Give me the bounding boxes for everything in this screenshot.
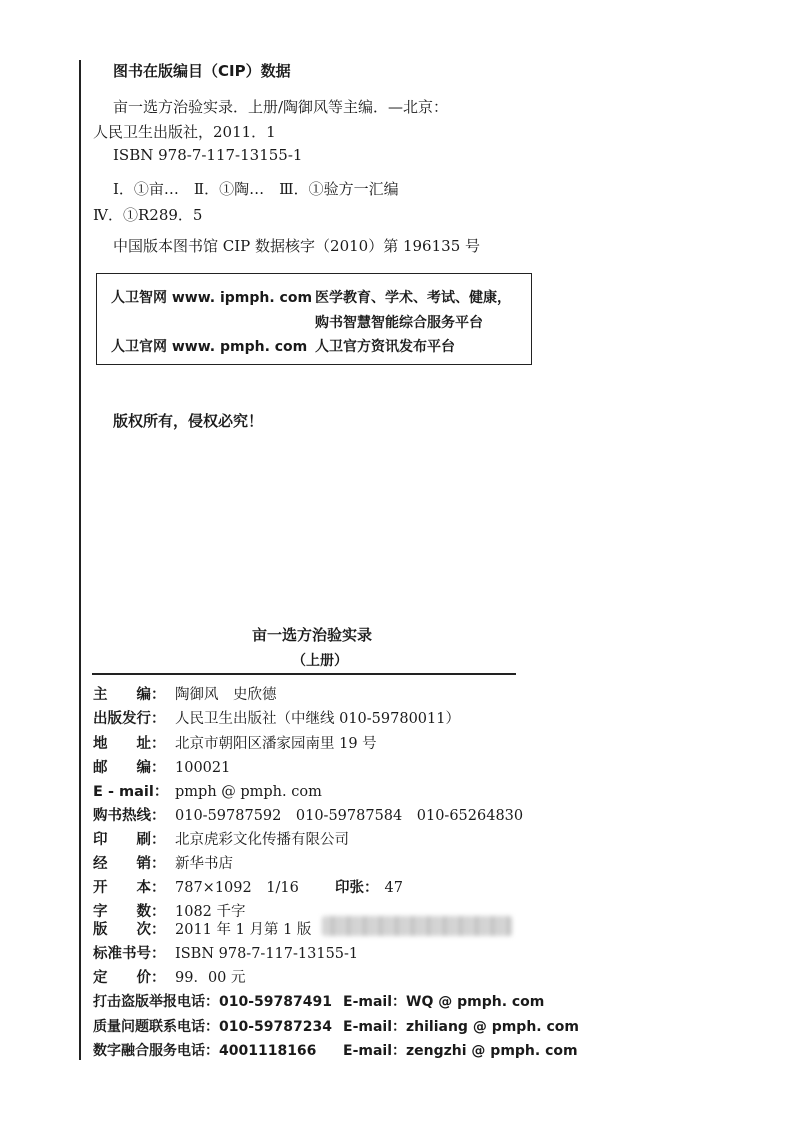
- detail-label: E - mail：: [93, 784, 169, 800]
- detail-value: 北京市朝阳区潘家园南里 19 号: [175, 736, 377, 752]
- detail-label: 购书热线：: [93, 808, 166, 824]
- left-margin-rule: [79, 60, 81, 1060]
- ipmph-description-1: 医学教育、学术、考试、健康，: [315, 290, 511, 306]
- detail-label: 经 销：: [93, 856, 166, 872]
- detail-label: 出版发行：: [93, 711, 166, 727]
- book-title: 亩一选方治验实录: [252, 626, 373, 644]
- detail-label: 邮 编：: [93, 760, 166, 776]
- pmph-description: 人卫官方资讯发布平台: [315, 339, 455, 355]
- detail-row-email: [93, 780, 322, 801]
- detail-value: 1082 千字: [175, 904, 246, 920]
- detail-label: 开 本：: [93, 880, 166, 896]
- ipmph-description-2: 购书智慧智能综合服务平台: [315, 315, 483, 331]
- title-divider: [92, 673, 516, 675]
- detail-value: 2011 年 1 月第 1 版: [175, 922, 312, 938]
- cip-line-1: 亩一选方治验实录．上册/陶御风等主编．—北京：: [113, 98, 449, 116]
- detail-label: 地 址：: [93, 736, 166, 752]
- contact-email: E-mail：zhiliang @ pmph. com: [343, 1019, 579, 1035]
- contact-phone: 打击盗版举报电话：010-59787491: [93, 994, 332, 1010]
- detail-value: 010-59787592 010-59787584 010-65264830: [175, 808, 524, 824]
- detail-label: 主 编：: [93, 687, 166, 703]
- detail-row-address: [93, 732, 377, 753]
- detail-value: 人民卫生出版社（中继线 010-59780011）: [175, 711, 460, 727]
- cip-line-4: Ⅰ．①亩… Ⅱ．①陶… Ⅲ．①验方一汇编: [113, 180, 399, 198]
- detail-value: ISBN 978-7-117-13155-1: [175, 946, 359, 962]
- detail-row-format: [93, 876, 403, 897]
- cip-line-6: 中国版本图书馆 CIP 数据核字（2010）第 196135 号: [113, 237, 481, 255]
- cip-line-3: ISBN 978-7-117-13155-1: [113, 146, 303, 164]
- detail-value: 787×1092 1/16: [175, 880, 299, 896]
- print-sheets-label: 印张：: [335, 880, 379, 896]
- detail-value: 100021: [175, 760, 231, 776]
- pmph-website: 人卫官网 www. pmph. com: [111, 339, 308, 355]
- detail-row-isbn: [93, 942, 358, 963]
- detail-label: 版 次：: [93, 922, 166, 938]
- contact-email: E-mail：WQ @ pmph. com: [343, 994, 545, 1010]
- contact-row-digital: [93, 1040, 578, 1060]
- detail-row-editor: [93, 683, 277, 704]
- detail-value: 陶御风 史欣德: [175, 687, 277, 703]
- detail-label: 印 刷：: [93, 832, 166, 848]
- detail-row-postcode: [93, 756, 230, 777]
- detail-label: 字 数：: [93, 904, 166, 920]
- cip-line-2: 人民卫生出版社，2011．1: [93, 123, 276, 141]
- contact-row-piracy: [93, 991, 545, 1011]
- detail-row-distributor: [93, 852, 233, 873]
- contact-row-quality: [93, 1016, 579, 1036]
- detail-value: 新华书店: [175, 856, 233, 872]
- platform-info-box: [96, 273, 532, 365]
- detail-row-price: [93, 966, 246, 987]
- detail-row-printer: [93, 828, 349, 849]
- contact-phone: 数字融合服务电话：4001118166: [93, 1043, 317, 1059]
- print-sheets-value: 47: [384, 880, 403, 896]
- contact-phone: 质量问题联系电话：010-59787234: [93, 1019, 332, 1035]
- cip-title: 图书在版编目（CIP）数据: [113, 62, 291, 80]
- book-volume: （上册）: [292, 653, 348, 669]
- detail-row-edition: [93, 918, 311, 939]
- detail-label: 标准书号：: [93, 946, 166, 962]
- redacted-region: [322, 916, 512, 936]
- detail-value: 北京虎彩文化传播有限公司: [175, 832, 349, 848]
- cip-line-5: Ⅳ．①R289．5: [93, 206, 203, 224]
- detail-label: 定 价：: [93, 970, 166, 986]
- copyright-notice: 版权所有，侵权必究！: [113, 412, 264, 430]
- detail-row-hotline: [93, 804, 523, 825]
- detail-value: 99．00 元: [175, 970, 246, 986]
- detail-value: pmph @ pmph. com: [175, 784, 322, 800]
- detail-row-publisher: [93, 707, 460, 728]
- contact-email: E-mail：zengzhi @ pmph. com: [343, 1043, 578, 1059]
- ipmph-website: 人卫智网 www. ipmph. com: [111, 290, 313, 306]
